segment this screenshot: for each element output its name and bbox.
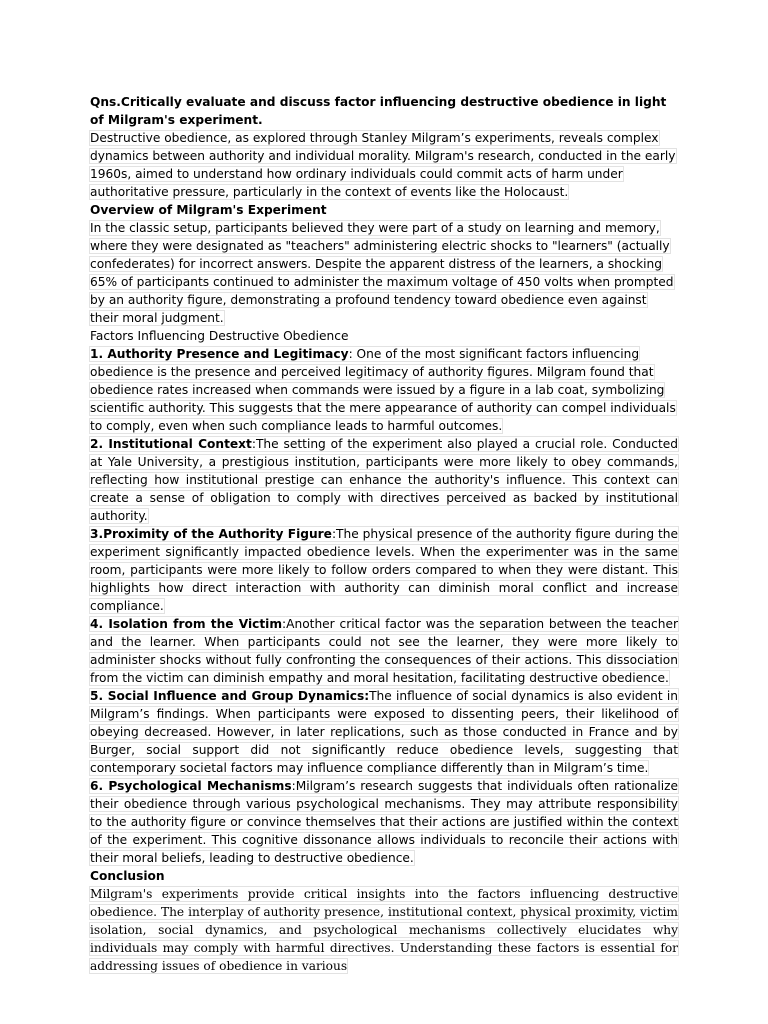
- factor-5-paragraph: [90, 687, 678, 777]
- factor-3-label: 3.Proximity of the Authority Figure: [90, 527, 332, 541]
- question-title: Qns.Critically evaluate and discuss factor influencing destructive obedience in light of Milgram's experiment.: [90, 95, 667, 127]
- factor-4-label: 4. Isolation from the Victim: [90, 617, 283, 631]
- factor-6-label: 6. Psychological Mechanisms: [90, 779, 292, 793]
- factors-heading: Factors Influencing Destructive Obedience: [90, 329, 349, 343]
- intro-text: Destructive obedience, as explored through Stanley Milgram’s experiments, reveals complex dynamics between authority and individual morality. Milgram's research, conducted in the early 1960s, aimed to understand how ordinary individuals could commit acts of harm under authoritative pressure, particularly in the context of events like the Holocaust.: [90, 131, 676, 199]
- document-body: [90, 93, 678, 975]
- factor-5-label: 5. Social Influence and Group Dynamics:: [90, 689, 370, 703]
- factor-2-paragraph: [90, 435, 678, 525]
- intro-paragraph: [90, 129, 678, 201]
- factor-3-text: :The physical presence of the authority figure during the experiment significantly impacted obedience levels. When the experimenter was in the same room, participants were more likely to follow orders compared to when they were distant. This highlights how direct interaction with authority can diminish moral conflict and increase compliance.: [90, 527, 678, 613]
- overview-paragraph: [90, 219, 678, 327]
- conclusion-paragraph: [90, 885, 678, 975]
- factor-4-text: :Another critical factor was the separation between the teacher and the learner. When participants could not see the learner, they were more likely to administer shocks without fully confronting the consequences of their actions. This dissociation from the victim can diminish empathy and moral hesitation, facilitating destructive obedience.: [90, 617, 678, 685]
- conclusion-heading: Conclusion: [90, 869, 165, 883]
- factor-3-paragraph: [90, 525, 678, 615]
- factor-2-label: 2. Institutional Context: [90, 437, 252, 451]
- overview-text: In the classic setup, participants believed they were part of a study on learning and memory, where they were designated as "teachers" administering electric shocks to "learners" (actually confederates) for incorrect answers. Despite the apparent distress of the learners, a shocking 65% of participants continued to administer the maximum voltage of 450 volts when prompted by an authority figure, demonstrating a profound tendency toward obedience even against their moral judgment.: [90, 221, 674, 325]
- factor-1-label: 1. Authority Presence and Legitimacy: [90, 347, 349, 361]
- factor-1-text: : One of the most significant factors influencing obedience is the presence and perceived legitimacy of authority figures. Milgram found that obedience rates increased when commands were issued by a figure in a lab coat, symbolizing scientific authority. This suggests that the mere appearance of authority can compel individuals to comply, even when such compliance leads to harmful outcomes.: [90, 347, 676, 433]
- factor-2-text: :The setting of the experiment also played a crucial role. Conducted at Yale University, a prestigious institution, participants were more likely to obey commands, reflecting how institutional prestige can enhance the authority's influence. This context can create a sense of obligation to comply with directives perceived as backed by institutional authority.: [90, 437, 678, 523]
- factor-5-text: The influence of social dynamics is also evident in Milgram’s findings. When participants were exposed to dissenting peers, their likelihood of obeying decreased. However, in later replications, such as those conducted in France and by Burger, social support did not significantly reduce obedience levels, suggesting that contemporary societal factors may influence compliance differently than in Milgram’s time.: [90, 689, 678, 775]
- factor-4-paragraph: [90, 615, 678, 687]
- conclusion-text: Milgram's experiments provide critical insights into the factors influencing destructive obedience. The interplay of authority presence, institutional context, physical proximity, victim isolation, social dynamics, and psychological mechanisms collectively elucidates why individuals may comply with harmful directives. Understanding these factors is essential for addressing issues of obedience in various: [90, 887, 678, 973]
- factor-1-paragraph: [90, 345, 678, 435]
- factor-6-paragraph: [90, 777, 678, 867]
- overview-heading: Overview of Milgram's Experiment: [90, 203, 327, 217]
- factor-6-text: :Milgram’s research suggests that individuals often rationalize their obedience through various psychological mechanisms. They may attribute responsibility to the authority figure or convince themselves that their actions are justified within the context of the experiment. This cognitive dissonance allows individuals to reconcile their actions with their moral beliefs, leading to destructive obedience.: [90, 779, 679, 865]
